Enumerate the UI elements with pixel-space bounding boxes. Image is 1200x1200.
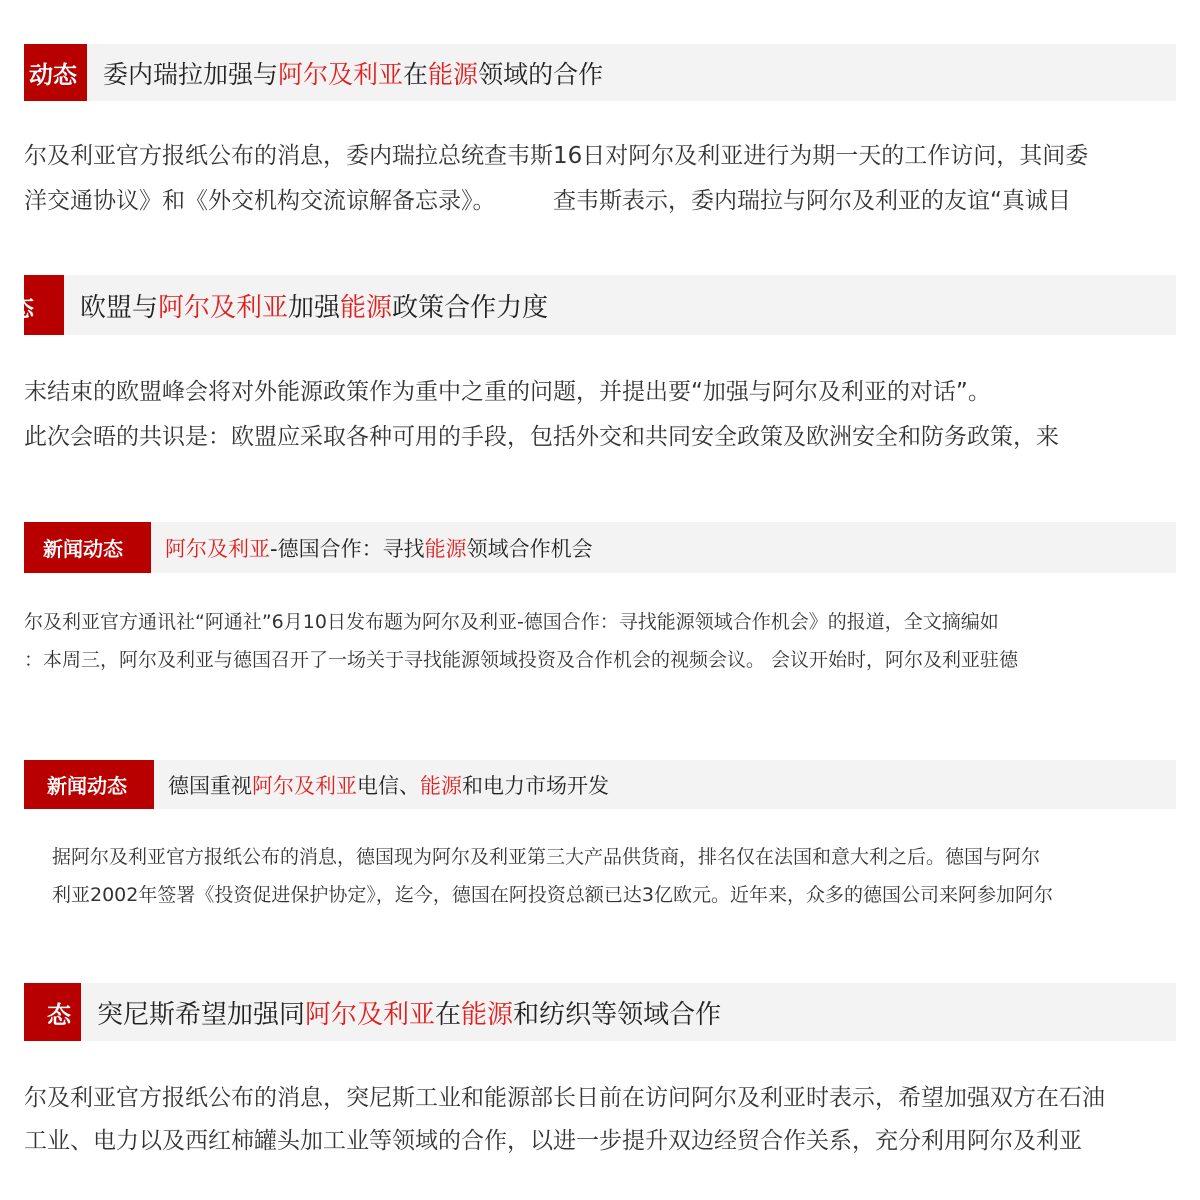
news-title-link[interactable] xyxy=(64,287,1176,324)
news-excerpt xyxy=(24,838,1176,914)
news-excerpt xyxy=(24,370,1176,460)
news-excerpt xyxy=(24,1077,1176,1163)
excerpt-line: 末结束的欧盟峰会将对外能源政策作为重中之重的问题，并提出要“加强与阿尔及利亚的对话”。 xyxy=(24,379,991,405)
title-highlight-algeria: 阿尔及利亚 xyxy=(305,999,436,1030)
title-highlight-algeria: 阿尔及利亚 xyxy=(252,773,357,798)
excerpt-line: 尔及利亚官方报纸公布的消息，突尼斯工业和能源部长日前在访问阿尔及利亚时表示，希望加强双方在石油 xyxy=(24,1085,1105,1111)
news-title-link[interactable] xyxy=(81,994,1176,1031)
news-category-tag: 新闻动态 xyxy=(24,760,154,809)
news-header xyxy=(24,44,1176,101)
title-text: 委内瑞拉加强与 xyxy=(103,59,279,89)
title-text: 在 xyxy=(403,59,429,89)
title-text: 加强 xyxy=(288,292,341,323)
title-text: -德国合作：寻找 xyxy=(270,536,425,561)
title-text: 欧盟与 xyxy=(80,292,159,323)
title-highlight-energy: 能源 xyxy=(420,773,462,798)
news-category-tag: 动态 xyxy=(24,44,87,101)
title-text: 突尼斯希望加强同 xyxy=(97,999,306,1030)
title-text: 领域的合作 xyxy=(478,59,604,89)
title-highlight-algeria: 阿尔及利亚 xyxy=(165,536,270,561)
news-header xyxy=(10,275,1176,335)
news-header xyxy=(24,983,1176,1041)
title-text: 领域合作机会 xyxy=(466,536,593,561)
title-text: 和电力市场开发 xyxy=(462,773,609,798)
news-title-link[interactable] xyxy=(154,770,1176,800)
news-item xyxy=(24,983,1176,1163)
excerpt-line: 此次会晤的共识是：欧盟应采取各种可用的手段，包括外交和共同安全政策及欧洲安全和防务政策，来 xyxy=(24,424,1059,450)
news-category-tag: 态 xyxy=(24,983,81,1041)
excerpt-line: 尔及利亚官方通讯社“阿通社”6月10日发布题为阿尔及利亚-德国合作：寻找能源领域合作机会》的报道，全文摘编如 xyxy=(24,611,999,633)
title-highlight-energy: 能源 xyxy=(461,999,514,1030)
title-text: 和纺织等领域合作 xyxy=(513,999,722,1030)
news-category-tag: 态 xyxy=(24,275,64,335)
news-excerpt xyxy=(24,603,1176,679)
title-highlight-algeria: 阿尔及利亚 xyxy=(278,59,404,89)
title-text: 电信、 xyxy=(357,773,420,798)
excerpt-line: ：本周三，阿尔及利亚与德国召开了一场关于寻找能源领域投资及合作机会的视频会议。 会议开始时，阿尔及利亚驻德 xyxy=(24,649,1019,671)
news-header xyxy=(24,522,1176,573)
excerpt-line: 工业、电力以及西红柿罐头加工业等领域的合作，以进一步提升双边经贸合作关系，充分利用阿尔及利亚 xyxy=(24,1128,1082,1154)
news-item xyxy=(24,44,1176,224)
title-highlight-energy: 能源 xyxy=(424,536,467,561)
news-category-tag: 新闻动态 xyxy=(24,522,151,573)
title-highlight-energy: 能源 xyxy=(428,59,479,89)
title-text: 德国重视 xyxy=(168,773,252,798)
news-item xyxy=(10,275,1176,460)
excerpt-line: 洋交通协议》和《外交机构交流谅解备忘录》。 查韦斯表示，委内瑞拉与阿尔及利亚的友谊“真诚目 xyxy=(24,188,1071,214)
title-text: 在 xyxy=(435,999,462,1030)
title-highlight-energy: 能源 xyxy=(340,292,393,323)
news-excerpt xyxy=(24,134,1176,224)
news-title-link[interactable] xyxy=(151,533,1176,563)
news-item xyxy=(24,522,1176,679)
excerpt-line: 据阿尔及利亚官方报纸公布的消息，德国现为阿尔及利亚第三大产品供货商，排名仅在法国和意大利之后。德国与阿尔 xyxy=(52,846,1041,868)
title-highlight-algeria: 阿尔及利亚 xyxy=(158,292,289,323)
news-header xyxy=(24,760,1176,809)
excerpt-line: 尔及利亚官方报纸公布的消息，委内瑞拉总统查韦斯16日对阿尔及利亚进行为期一天的工作访问，其间委 xyxy=(24,143,1089,169)
excerpt-line: 利亚2002年签署《投资促进保护协定》，迄今，德国在阿投资总额已达3亿欧元。近年来，众多的德国公司来阿参加阿尔 xyxy=(52,884,1053,906)
news-item xyxy=(24,760,1176,914)
news-list xyxy=(10,0,1176,1200)
title-text: 政策合作力度 xyxy=(392,292,549,323)
news-title-link[interactable] xyxy=(87,55,1176,91)
